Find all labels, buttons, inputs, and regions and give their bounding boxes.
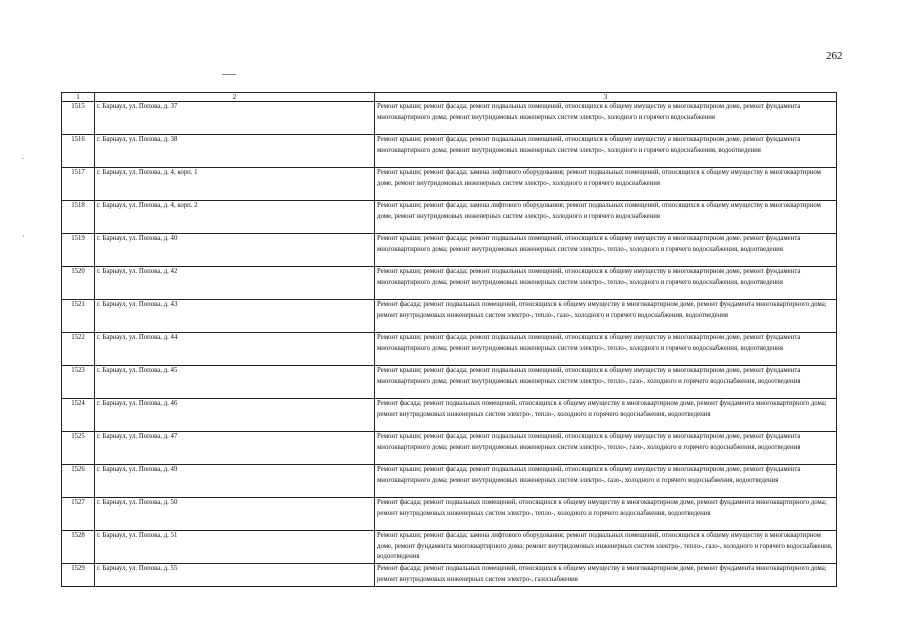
- row-address-cell: г. Барнаул, ул. Попова, д. 50: [95, 498, 375, 531]
- row-number-cell: 1520: [62, 267, 95, 300]
- table-row: [62, 168, 837, 201]
- table-row: [62, 102, 837, 135]
- row-number-cell: 1515: [62, 102, 95, 135]
- row-address-cell: г. Барнаул, ул. Попова, д. 4, корп. 1: [95, 168, 375, 201]
- row-address-cell: г. Барнаул, ул. Попова, д. 43: [95, 300, 375, 333]
- scan-artifact-mark: ·: [22, 232, 25, 241]
- row-address-cell: г. Барнаул, ул. Попова, д. 45: [95, 366, 375, 399]
- row-address-cell: г. Барнаул, ул. Попова, д. 55: [95, 564, 375, 586]
- row-number-cell: 1529: [62, 564, 95, 586]
- row-address-cell: г. Барнаул, ул. Попова, д. 37: [95, 102, 375, 135]
- row-address-cell: г. Барнаул, ул. Попова, д. 47: [95, 432, 375, 465]
- registry-table: [61, 92, 837, 587]
- row-number-cell: 1523: [62, 366, 95, 399]
- row-works-cell: Ремонт крыши; ремонт фасада; ремонт подвальных помещений, относящихся к общему имуществу в многоквартирном доме, ремонт фундамента многоквартирного дома; ремонт внутридомовых инженерных систем электро-, тепло-, холодного и горячего водоснабжения, водоотведения: [375, 234, 837, 267]
- row-works-cell: Ремонт крыши; ремонт фасада; замена лифтового оборудования; ремонт подвальных помещений, относящихся к общему имуществу в многоквартирном доме, ремонт фундамента многоквартирного дома; ремонт внутридомовых инженерных систем электро-, тепло-, газо-, холодного и горячего водоснабжения, водоотведения: [375, 531, 837, 564]
- table-row: [62, 300, 837, 333]
- row-works-cell: Ремонт крыши; ремонт фасада; замена лифтового оборудования; ремонт подвальных помещений, относящихся к общему имуществу в многоквартирном доме, ремонт внутридомовых инженерных систем электро-, холодного и горячего водоснабжения: [375, 168, 837, 201]
- table-row: [62, 201, 837, 234]
- row-address-cell: г. Барнаул, ул. Попова, д. 42: [95, 267, 375, 300]
- row-works-cell: Ремонт крыши; ремонт фасада; ремонт подвальных помещений, относящихся к общему имуществу в многоквартирном доме, ремонт фундамента многоквартирного дома; ремонт внутридомовых инженерных систем электро-, холодного и горячего водоснабжения, водоотведения: [375, 135, 837, 168]
- table-row: [62, 366, 837, 399]
- row-works-cell: Ремонт фасада; ремонт подвальных помещений, относящихся к общему имуществу в многоквартирном доме, ремонт фундамента многоквартирного дома; ремонт внутридомовых инженерных систем электро-, тепло-, газо-, холодного и горячего водоснабжения, водоотведения: [375, 300, 837, 333]
- page-number: 262: [826, 50, 843, 62]
- table-row: [62, 498, 837, 531]
- table-row: [62, 267, 837, 300]
- row-works-cell: Ремонт фасада; ремонт подвальных помещений, относящихся к общему имуществу в многоквартирном доме, ремонт фундамента многоквартирного дома; ремонт внутридомовых инженерных систем электро-, тепло-, холодного и горячего водоснабжения, водоотведения: [375, 399, 837, 432]
- table-row: [62, 432, 837, 465]
- row-address-cell: г. Барнаул, ул. Попова, д. 40: [95, 234, 375, 267]
- row-works-cell: Ремонт крыши; ремонт фасада; ремонт подвальных помещений, относящихся к общему имуществу в многоквартирном доме, ремонт фундамента многоквартирного дома; ремонт внутридомовых инженерных систем электро-, тепло-, газо-, холодного и горячего водоснабжения, водоотведения: [375, 432, 837, 465]
- row-works-cell: Ремонт фасада; ремонт подвальных помещений, относящихся к общему имуществу в многоквартирном доме, ремонт фундамента многоквартирного дома; ремонт внутридомовых инженерных систем электро-, газоснабжения: [375, 564, 837, 586]
- table-row: [62, 465, 837, 498]
- row-works-cell: Ремонт фасада; ремонт подвальных помещений, относящихся к общему имуществу в многоквартирном доме, ремонт фундамента многоквартирного дома; ремонт внутридомовых инженерных систем электро-, тепло-, холодного и горячего водоснабжения, водоотведения: [375, 498, 837, 531]
- table-row: [62, 135, 837, 168]
- header-cell-address: 2: [95, 93, 375, 102]
- row-number-cell: 1519: [62, 234, 95, 267]
- row-number-cell: 1522: [62, 333, 95, 366]
- row-address-cell: г. Барнаул, ул. Попова, д. 38: [95, 135, 375, 168]
- table-header-row: [62, 93, 837, 102]
- header-cell-works: 3: [375, 93, 837, 102]
- row-number-cell: 1527: [62, 498, 95, 531]
- row-works-cell: Ремонт крыши; ремонт фасада; ремонт подвальных помещений, относящихся к общему имуществу в многоквартирном доме, ремонт фундамента многоквартирного дома; ремонт внутридомовых инженерных систем электро-, тепло-, холодного и горячего водоснабжения, водоотведения: [375, 333, 837, 366]
- row-number-cell: 1521: [62, 300, 95, 333]
- row-address-cell: г. Барнаул, ул. Попова, д. 49: [95, 465, 375, 498]
- row-number-cell: 1517: [62, 168, 95, 201]
- row-number-cell: 1525: [62, 432, 95, 465]
- row-works-cell: Ремонт крыши; ремонт фасада; ремонт подвальных помещений, относящихся к общему имуществу в многоквартирном доме, ремонт фундамента многоквартирного дома; ремонт внутридомовых инженерных систем электро-, тепло-, газо-, холодного и горячего водоснабжения, водоотведения: [375, 366, 837, 399]
- scan-artifact-mark: .: [22, 152, 24, 161]
- table-row: [62, 531, 837, 564]
- row-works-cell: Ремонт крыши; ремонт фасада; замена лифтового оборудования; ремонт подвальных помещений, относящихся к общему имуществу в многоквартирном доме, ремонт внутридомовых инженерных систем электро-, холодного и горячего водоснабжения: [375, 201, 837, 234]
- header-cell-number: 1: [62, 93, 95, 102]
- row-number-cell: 1516: [62, 135, 95, 168]
- row-works-cell: Ремонт крыши; ремонт фасада; ремонт подвальных помещений, относящихся к общему имуществу в многоквартирном доме, ремонт фундамента многоквартирного дома; ремонт внутридомовых инженерных систем электро-, газо-, холодного и горячего водоснабжения, водоотведения: [375, 465, 837, 498]
- row-works-cell: Ремонт крыши; ремонт фасада; ремонт подвальных помещений, относящихся к общему имуществу в многоквартирном доме, ремонт фундамента многоквартирного дома; ремонт внутридомовых инженерных систем электро-, холодного и горячего водоснабжения: [375, 102, 837, 135]
- row-number-cell: 1524: [62, 399, 95, 432]
- scan-artifact-dash: [222, 74, 236, 75]
- table-row: [62, 333, 837, 366]
- row-number-cell: 1518: [62, 201, 95, 234]
- row-address-cell: г. Барнаул, ул. Попова, д. 4, корп. 2: [95, 201, 375, 234]
- row-address-cell: г. Барнаул, ул. Попова, д. 44: [95, 333, 375, 366]
- row-address-cell: г. Барнаул, ул. Попова, д. 51: [95, 531, 375, 564]
- row-number-cell: 1528: [62, 531, 95, 564]
- table-row: [62, 399, 837, 432]
- row-number-cell: 1526: [62, 465, 95, 498]
- row-works-cell: Ремонт крыши; ремонт фасада; ремонт подвальных помещений, относящихся к общему имуществу в многоквартирном доме, ремонт фундамента многоквартирного дома; ремонт внутридомовых инженерных систем электро-, тепло-, холодного и горячего водоснабжения, водоотведения: [375, 267, 837, 300]
- table-row: [62, 234, 837, 267]
- table-row: [62, 564, 837, 586]
- row-address-cell: г. Барнаул, ул. Попова, д. 46: [95, 399, 375, 432]
